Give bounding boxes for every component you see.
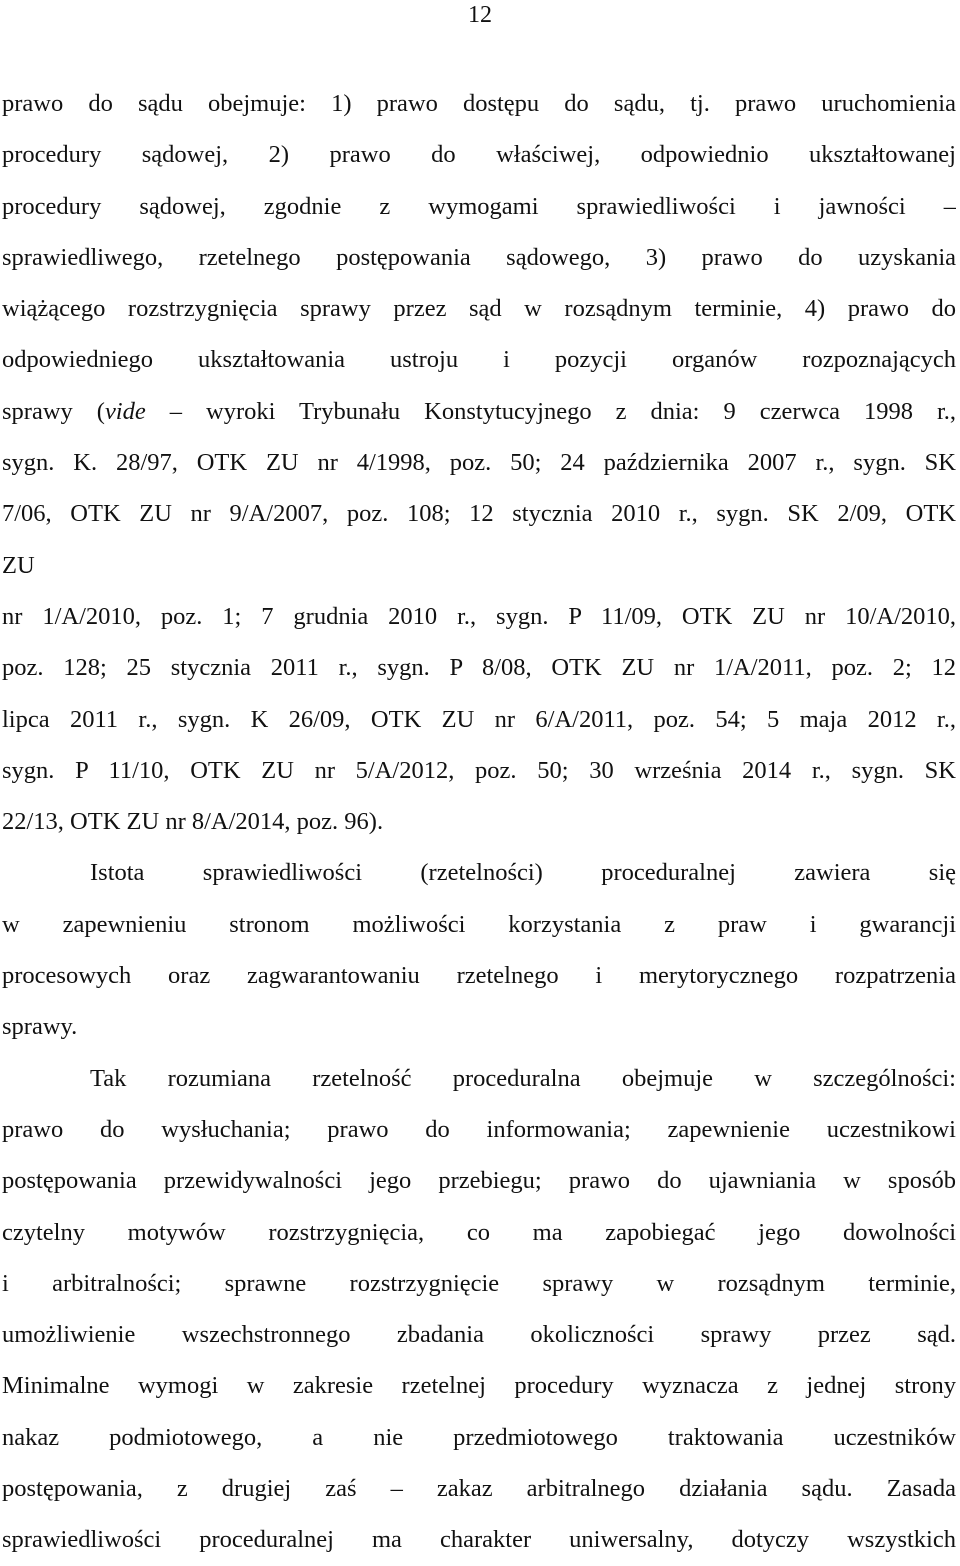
text-line: sygn. K. 28/97, OTK ZU nr 4/1998, poz. 50; 24 października 2007 r., sygn. SK xyxy=(2,449,956,477)
text-line: wiążącego rozstrzygnięcia sprawy przez sąd w rozsądnym terminie, 4) prawo do xyxy=(2,295,956,323)
italic-vide: vide xyxy=(104,397,146,425)
text-line: w zapewnieniu stronom możliwości korzystania z praw i gwarancji xyxy=(2,910,956,938)
page-number: 12 xyxy=(468,2,492,28)
text-line: i arbitralności; sprawne rozstrzygnięcie sprawy w rozsądnym terminie, xyxy=(2,1269,956,1297)
text-line: prawo do wysłuchania; prawo do informowania; zapewnienie uczestnikowi xyxy=(2,1115,956,1143)
text-line: Istota sprawiedliwości (rzetelności) proceduralnej zawiera się xyxy=(90,859,956,887)
text-line: postępowania, z drugiej zaś – zakaz arbitralnego działania sądu. Zasada xyxy=(2,1475,956,1503)
text-line: postępowania przewidywalności jego przebiegu; prawo do ujawniania w sposób xyxy=(2,1167,956,1195)
text-line: sygn. P 11/10, OTK ZU nr 5/A/2012, poz. 50; 30 września 2014 r., sygn. SK xyxy=(2,756,956,784)
text-line: lipca 2011 r., sygn. K 26/09, OTK ZU nr 6/A/2011, poz. 54; 5 maja 2012 r., xyxy=(2,705,956,733)
document-body xyxy=(2,78,956,1566)
text-line: Minimalne wymogi w zakresie rzetelnej procedury wyznacza z jednej strony xyxy=(2,1372,956,1400)
text-line: prawo do sądu obejmuje: 1) prawo dostępu do sądu, tj. prawo uruchomienia xyxy=(2,90,956,117)
text-line: poz. 128; 25 stycznia 2011 r., sygn. P 8/08, OTK ZU nr 1/A/2011, poz. 2; 12 xyxy=(2,654,956,682)
text-line: sprawiedliwości proceduralnej ma charakter uniwersalny, dotyczy wszystkich xyxy=(2,1526,956,1554)
text-segment: sprawy ( xyxy=(2,397,105,425)
text-line: procedury sądowej, 2) prawo do właściwej, odpowiednio ukształtowanej xyxy=(2,141,956,169)
text-line: 22/13, OTK ZU nr 8/A/2014, poz. 96). xyxy=(2,808,384,836)
text-line: procedury sądowej, zgodnie z wymogami sprawiedliwości i jawności – xyxy=(2,192,956,220)
text-line: sprawiedliwego, rzetelnego postępowania sądowego, 3) prawo do uzyskania xyxy=(2,243,956,271)
text-line: czytelny motywów rozstrzygnięcia, co ma zapobiegać jego dowolności xyxy=(2,1218,956,1246)
text-line: odpowiedniego ukształtowania ustroju i pozycji organów rozpoznających xyxy=(2,346,956,374)
text-line: nr 1/A/2010, poz. 1; 7 grudnia 2010 r., sygn. P 11/09, OTK ZU nr 10/A/2010, xyxy=(2,602,956,630)
text-line: sprawy. xyxy=(2,1013,78,1041)
text-line: procesowych oraz zagwarantowaniu rzetelnego i merytorycznego rozpatrzenia xyxy=(2,962,956,990)
text-segment: – wyroki Trybunału Konstytucyjnego z dnia: 9 czerwca 1998 r., xyxy=(145,397,956,425)
text-line: nakaz podmiotowego, a nie przedmiotowego traktowania uczestników xyxy=(2,1423,956,1451)
text-line xyxy=(2,386,956,437)
text-line: umożliwienie wszechstronnego zbadania okoliczności sprawy przez sąd. xyxy=(2,1321,956,1349)
text-line: 7/06, OTK ZU nr 9/A/2007, poz. 108; 12 stycznia 2010 r., sygn. SK 2/09, OTK xyxy=(2,500,956,528)
text-line: Tak rozumiana rzetelność proceduralna obejmuje w szczególności: xyxy=(90,1064,956,1092)
text-line: ZU xyxy=(2,551,35,579)
